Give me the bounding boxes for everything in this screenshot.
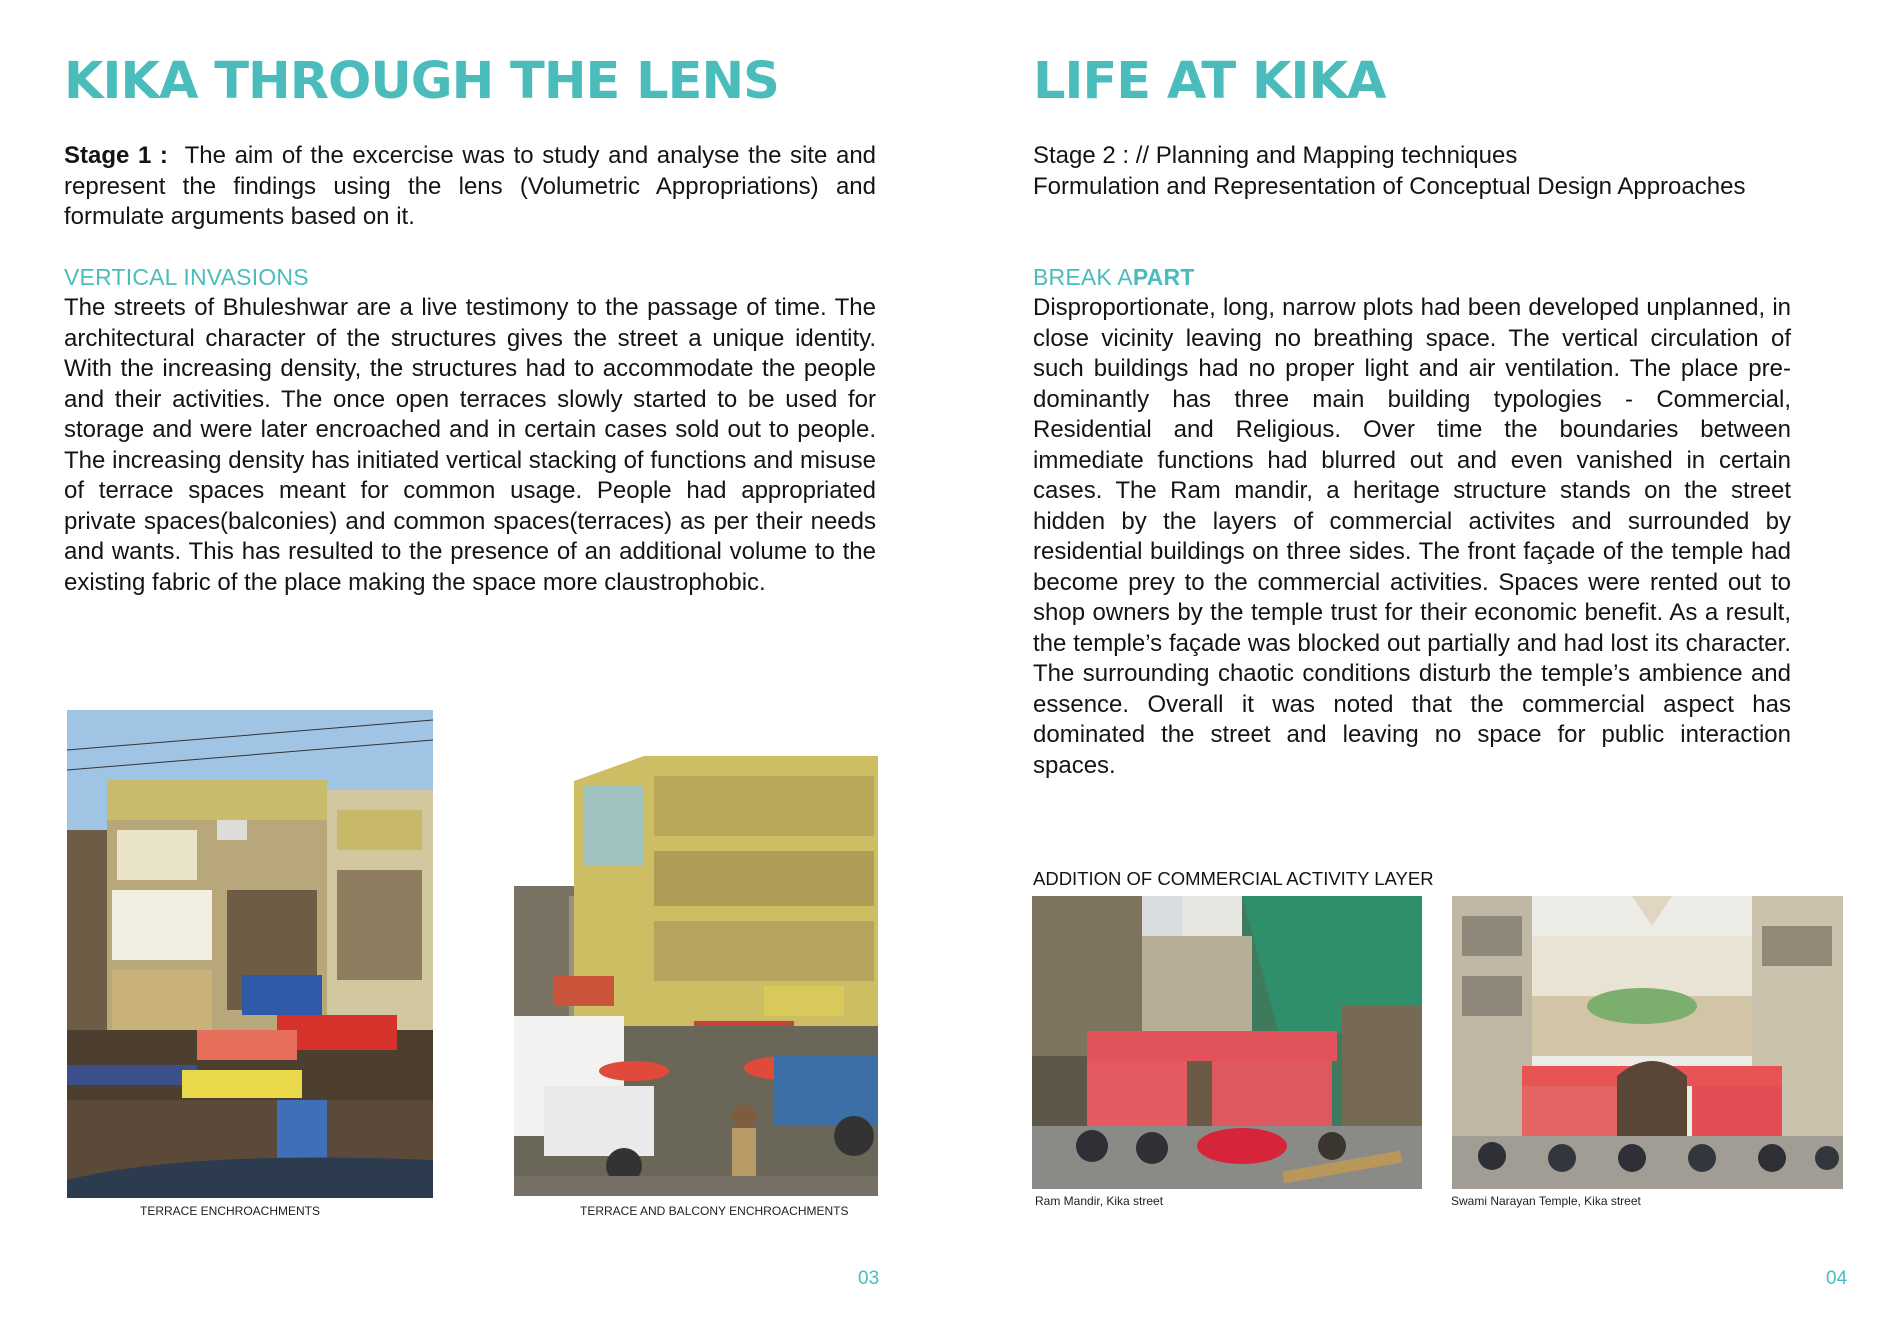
- right-page: [943, 0, 1887, 1334]
- photo-caption: Ram Mandir, Kika street: [1035, 1194, 1164, 1208]
- section-heading: VERTICAL INVASIONS: [64, 264, 309, 290]
- left-page: [0, 0, 943, 1334]
- terrace-encroachments-photo: [67, 710, 433, 1198]
- stage-line: Stage 2 : // Planning and Mapping techniques: [1033, 142, 1518, 169]
- photo-caption: TERRACE ENCHROACHMENTS: [140, 1204, 321, 1218]
- page-title: LIFE AT KIKA: [1033, 52, 1386, 111]
- section-heading: [1033, 263, 1195, 291]
- stage-paragraph: [64, 141, 876, 233]
- section-heading-part: BREAK A: [1033, 264, 1133, 290]
- stage-label: Stage 1 :: [64, 142, 168, 169]
- page-number: 03: [858, 1268, 880, 1289]
- stage-line: Formulation and Representation of Conceptual Design Approaches: [1033, 172, 1746, 200]
- terrace-balcony-encroachments-photo: [514, 756, 878, 1196]
- section-heading-part: PART: [1132, 264, 1195, 290]
- photo-caption: TERRACE AND BALCONY ENCHROACHMENTS: [580, 1204, 849, 1218]
- photos-label: ADDITION OF COMMERCIAL ACTIVITY LAYER: [1033, 868, 1434, 889]
- stage-text: The aim of the excercise was to study and analyse the site and represent the findings using the lens (Volumetric Appropriations) and formulate arguments based on it.: [64, 142, 877, 230]
- photo-caption: Swami Narayan Temple, Kika street: [1451, 1194, 1641, 1208]
- page-title: KIKA THROUGH THE LENS: [64, 52, 779, 111]
- stage-paragraph: [1033, 141, 1853, 202]
- ram-mandir-photo: [1032, 896, 1422, 1189]
- section-body: Disproportionate, long, narrow plots had been developed unplanned, in close vicinity leaving no breathing space. The vertical circulation of such buildings had no proper light and air ventilation. The place pre-dominantly has three main building typologies - Commercial, Residential and Religious. Over time the boundaries between immediate functions had blurred out and even vanished in certain cases. The Ram mandir, a heritage structure stands on the street hidden by the layers of commercial activites and surrounded by residential buildings on three sides. The front façade of the temple had become prey to the commercial activities. Spaces were rented out to shop owners by the temple trust for their economic benefit. As a result, the temple’s façade was blocked out partially and had lost its character. The surrounding chaotic conditions disturb the temple’s ambience and essence. Overall it was noted that the commercial aspect has dominated the street and leaving no space for public interaction spaces.: [1033, 294, 1791, 779]
- section-body: The streets of Bhuleshwar are a live testimony to the passage of time. The architectural character of the structures gives the street a unique identity. With the increasing density, the structures had to accommodate the people and their activities. The once open terraces slowly started to be used for storage and were later encroached and in certain cases sold out to people. The increasing density has initiated vertical stacking of functions and misuse of terrace spaces meant for common usage. People had appropriated private spaces(balconies) and common spaces(terraces) as per their needs and wants. This has resulted to the presence of an additional volume to the existing fabric of the place making the space more claustrophobic.: [64, 294, 876, 596]
- swami-narayan-temple-photo: [1452, 896, 1843, 1189]
- page-number: 04: [1826, 1268, 1848, 1289]
